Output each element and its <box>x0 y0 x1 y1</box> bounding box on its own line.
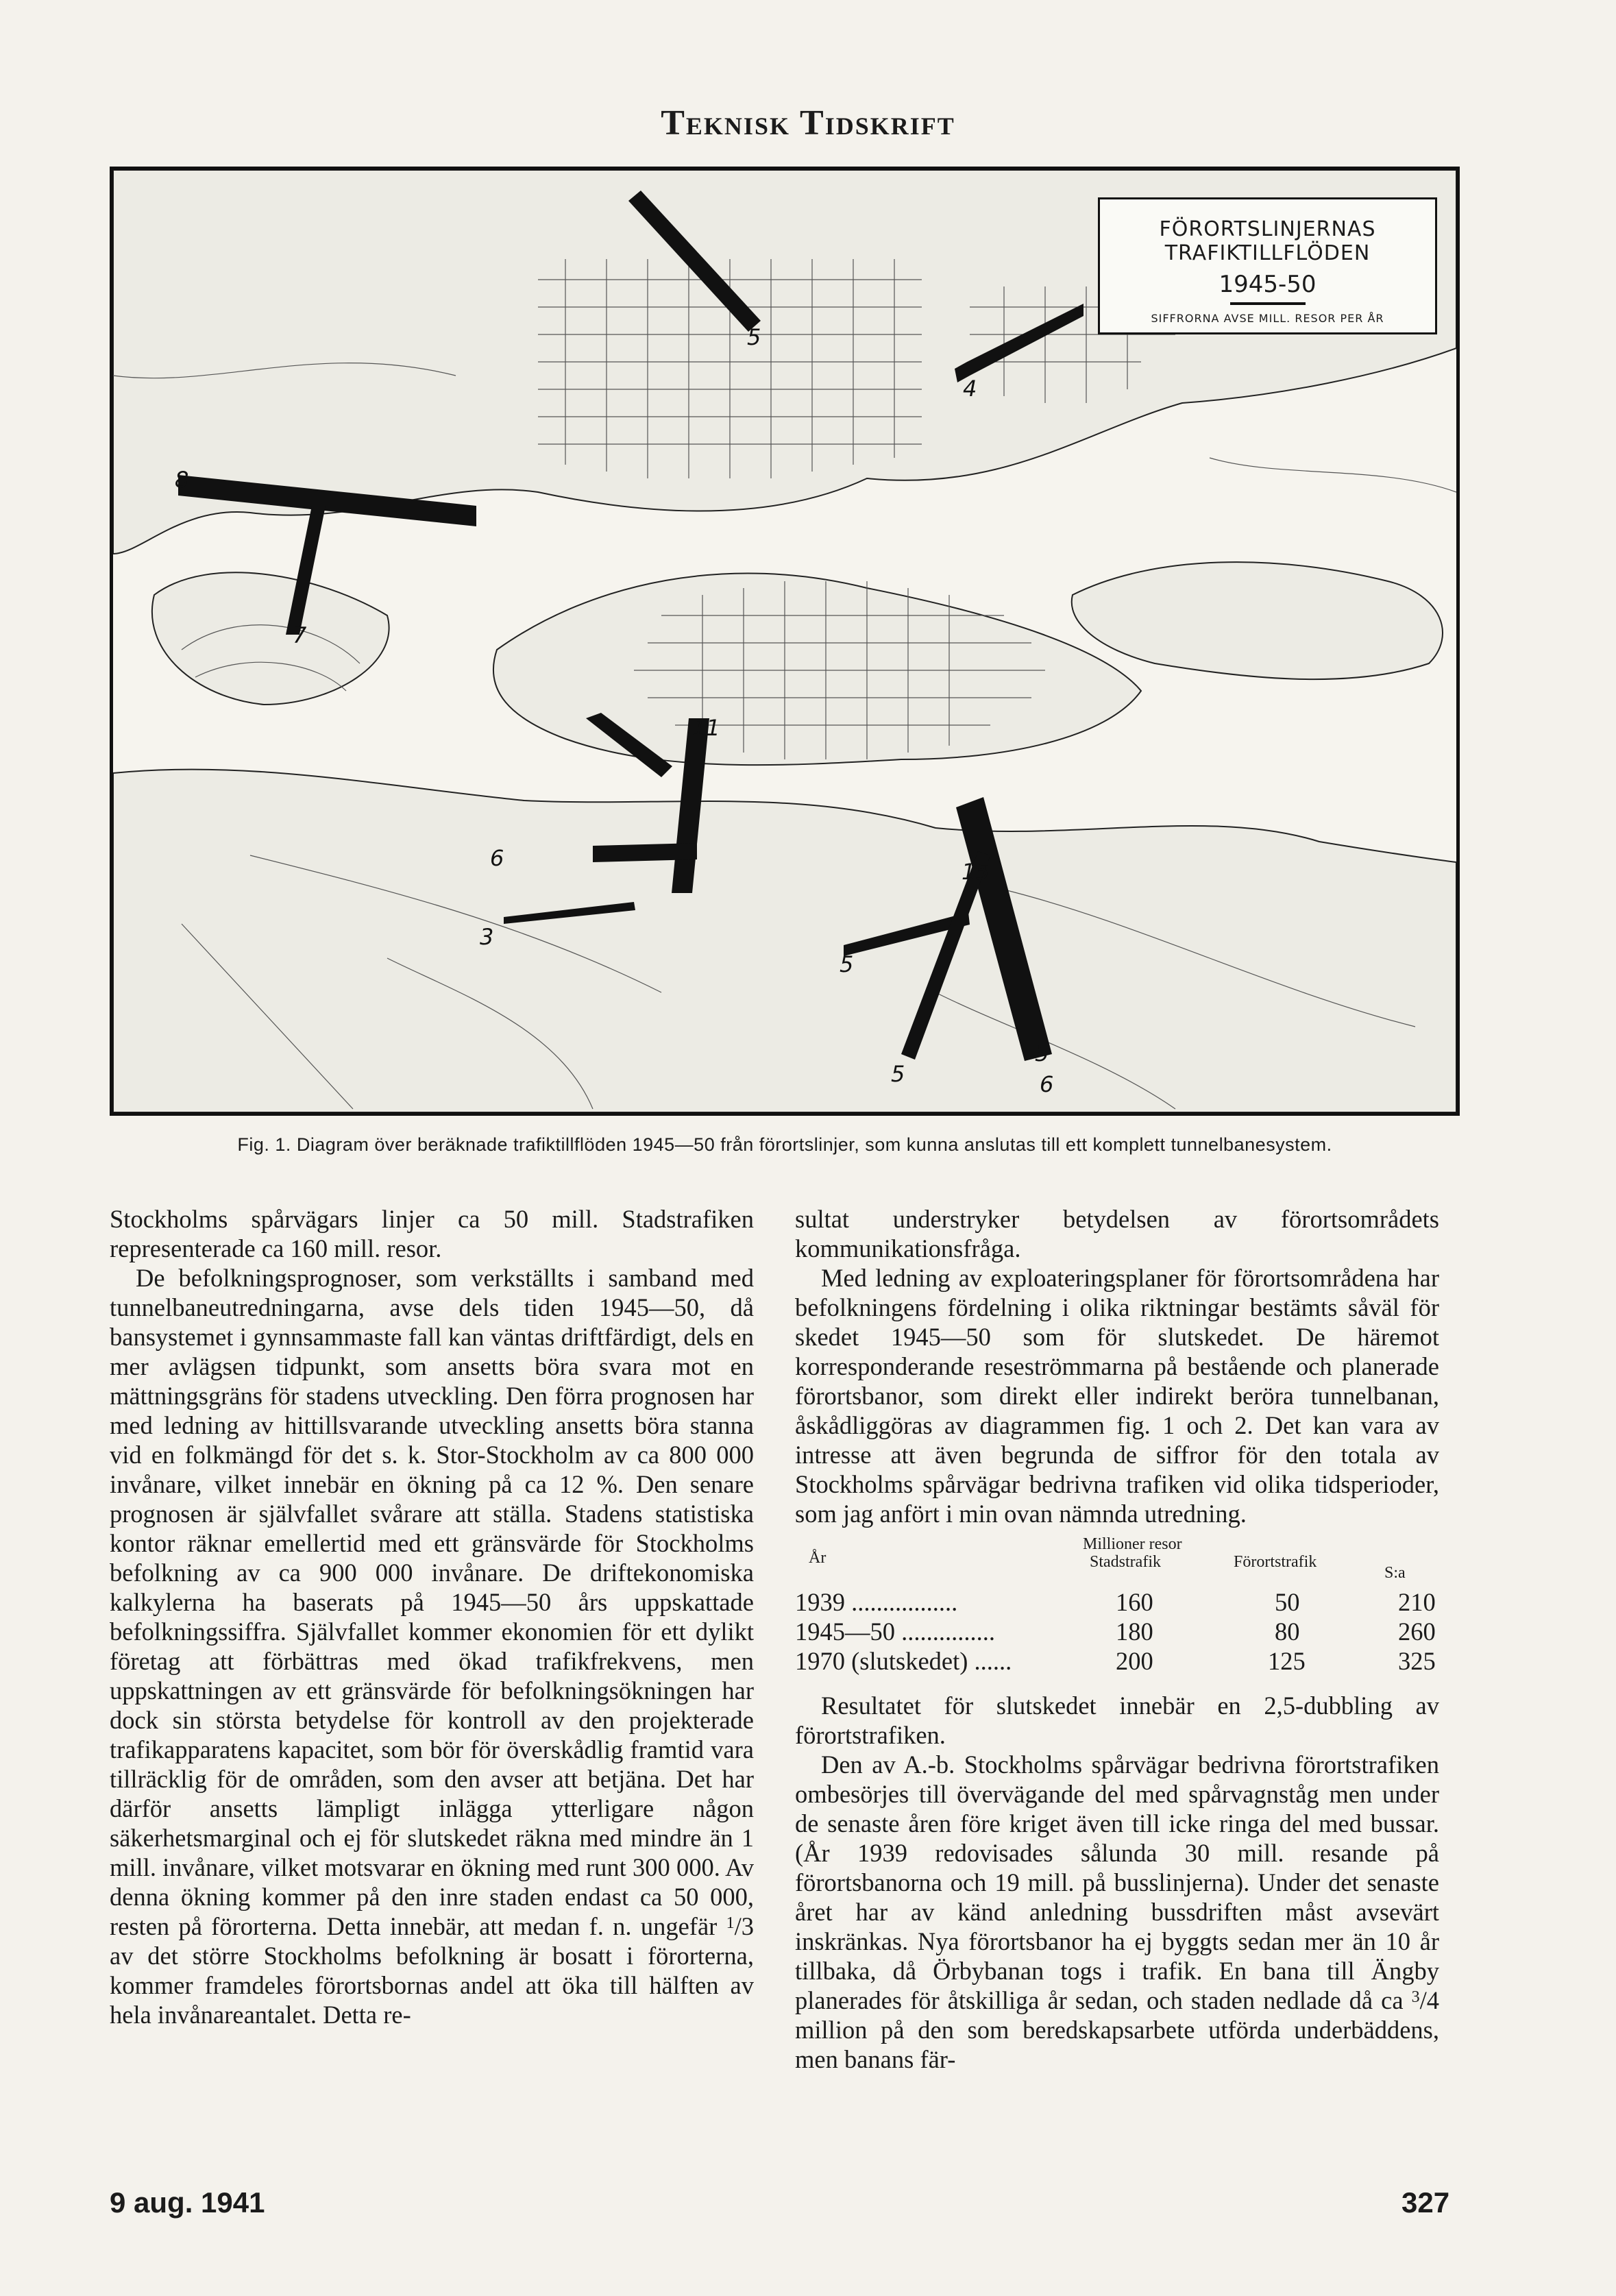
traffic-flow-map <box>110 167 1460 1116</box>
table-cell-suburb: 50 <box>1275 1588 1300 1616</box>
table-cell-city: 180 <box>1116 1617 1153 1646</box>
table-col-city: Stadstrafik <box>1090 1553 1161 1571</box>
flow-label: 6 <box>490 845 504 871</box>
flow-label: 15 <box>962 859 990 885</box>
fraction-denominator: 3 <box>741 1912 754 1940</box>
legend-note: SIFFRORNA AVSE MILL. RESOR PER ÅR <box>1151 312 1384 325</box>
figure-caption: Fig. 1. Diagram över beräknade trafiktillflöden 1945—50 från förortslinjer, som kunna anslutas till ett komplett tunnelbanesystem. <box>237 1134 1332 1155</box>
table-header <box>795 1528 1439 1587</box>
legend-period: 1945-50 <box>1219 271 1317 298</box>
table-cell-sum: 325 <box>1398 1647 1436 1675</box>
left-column <box>110 1204 754 2029</box>
fraction-denominator: 4 <box>1426 1986 1440 2014</box>
fraction-numerator: 3 <box>1411 1988 1420 2006</box>
flow-label: 5 <box>1035 1040 1049 1066</box>
table-cell-year: 1970 (slutskedet) ...... <box>795 1647 1012 1675</box>
table-group-header: Millioner resor <box>1083 1535 1182 1553</box>
masthead-title: Teknisk Tidskrift <box>661 103 955 143</box>
southern-mainland <box>113 770 1456 1112</box>
flow-label: 8 <box>175 467 189 493</box>
table-cell-suburb: 80 <box>1275 1617 1300 1646</box>
paragraph-text: Den av A.-b. Stockholms spårvägar bedrivna förortstrafiken ombesörjes till övervägande del med spårvagnståg men under de senaste åren före kriget även till icke ringa del med bussar. (År 1939 redovisades sålunda 30 mill. resande på förortsbanorna och 19 mill. på busslinjerna). Under det senaste året har av känd anledning bussdriften måst avsevärt inskränkas. Nya förortsbanor ha ej byggts sedan mer än 10 år tillbaka, då Örbybanan togs i trafik. En bana till Ängby planerades för åtskilliga år sedan, och staden nedlade då ca <box>795 1750 1439 2014</box>
table-cell-year: 1939 ................. <box>795 1588 958 1616</box>
table-cell-year: 1945—50 ............... <box>795 1617 995 1646</box>
paragraph-text: De befolkningsprognoser, som verkställts i samband med tunnelbaneutredningarna, avse dels tiden 1945—50, då bansystemet i gynnsammaste fall kan väntas driftfärdigt, dels en mer avlägsen tidpunkt, som ansetts böra svara mot en mättningsgräns för stadens utveckling. Den förra prognosen har med ledning av hittillsvarande utveckling ansetts böra stanna vid en folkmängd för det s. k. Stor-Stockholm av ca 800 000 invånare, vilket innebär en ökning på ca 12 %. Den senare prognosen är självfallet svårare att ställa. Stadens statistiska kontor räknar emellertid med ett gränsvärde för Stockholms befolkning av ca 900 000 invånare. De driftekonomiska kalkylerna ha baserats på 1945—50 års uppskattade befolkningssiffra. Självfallet kommer ekonomien för ett dylikt företag att förbättras med ökad trafikfrekvens, men uppskattningen av ett gränsvärde för befolkningsökningen har dock sin största betydelse för kontroll av den projekterade trafikapparatens kapacitet, som bör för överskådlig framtid vara tillräcklig för de områden, som den avser att betjäna. Det har därför ansetts lämpligt inlägga ytterligare någon säkerhetsmarginal och ej för slutskedet räkna med mindre än 1 mill. invånare, vilket motsvarar en ökning med runt 300 000. Av denna ökning kommer på den inre staden endast ca 50 000, resten på förorterna. Detta innebär, att medan f. n. ungefär <box>110 1264 754 1940</box>
fraction-numerator: 1 <box>726 1914 735 1932</box>
flow-label: 6 <box>1040 1071 1054 1097</box>
table-cell-sum: 260 <box>1398 1617 1436 1646</box>
paragraph: Resultatet för slutskedet innebär en 2,5-dubbling av förortstrafiken. <box>795 1692 1439 1749</box>
eastern-island <box>1072 562 1443 679</box>
map-legend <box>1098 197 1437 334</box>
legend-rule <box>1230 302 1306 305</box>
table-cell-city: 160 <box>1116 1588 1153 1616</box>
flow-arrow <box>593 843 697 862</box>
table-cell-suburb: 125 <box>1268 1647 1306 1675</box>
table-col-sum: S:a <box>1384 1564 1406 1582</box>
table-cell-sum: 210 <box>1398 1588 1436 1616</box>
flow-label: 5 <box>840 951 854 977</box>
flow-label: 3 <box>480 924 494 950</box>
flow-label: 4 <box>963 376 977 402</box>
table-cell-city: 200 <box>1116 1647 1153 1675</box>
right-column <box>795 1204 1439 2074</box>
table-col-year: År <box>809 1549 827 1567</box>
table-row <box>795 1646 1439 1676</box>
issue-date: 9 aug. 1941 <box>110 2186 265 2219</box>
table-col-suburb: Förortstrafik <box>1234 1553 1317 1571</box>
paragraph: Stockholms spårvägars linjer ca 50 mill. Stadstrafiken representerade ca 160 mill. resor. <box>110 1205 754 1262</box>
flow-label: 7 <box>293 622 307 648</box>
table-row <box>795 1617 1439 1646</box>
legend-title: FÖRORTSLINJERNAS TRAFIKTILLFLÖDEN <box>1159 217 1376 265</box>
flow-label: 5 <box>891 1061 905 1087</box>
flow-label: 5 <box>747 324 761 350</box>
paragraph: De befolkningsprognoser, som verkställts i samband med tunnelbaneutredningarna, avse dels tiden 1945—50, då bansystemet i gynnsammaste fall kan väntas driftfärdigt, dels en mer avlägsen tidpunkt, som ansetts böra svara mot en mättningsgräns för stadens utveckling. Den förra prognosen har med ledning av hittillsvarande utveckling ansetts böra stanna vid en folkmängd för det s. k. Stor-Stockholm av ca 800 000 invånare, vilket innebär en ökning på ca 12 %. Den senare prognosen är självfallet svårare att ställa. Stadens statistiska kontor räknar emellertid med ett gränsvärde för Stockholms befolkning av ca 900 000 invånare. De driftekonomiska kalkylerna ha baserats på 1945—50 års uppskattade befolkningssiffra. Självfallet kommer ekonomien för ett dylikt företag att förbättras med ökad trafikfrekvens, men uppskattningen av ett gränsvärde för befolkningsökningen har dock sin största betydelse för kontroll av den projekterade trafikapparatens kapacitet, som bör för överskådlig framtid vara tillräcklig för de områden, som den avser att betjäna. Det har därför ansetts lämpligt inlägga ytterligare någon säkerhetsmarginal och ej för slutskedet räkna med mindre än 1 mill. invånare, vilket motsvarar en ökning med runt 300 000. Av denna ökning kommer på den inre staden endast ca 50 000, resten på förorterna. Detta innebär, att medan f. n. ungefär $^1$/3 av det större Stockholms befolkning är bosatt i förorterna, kommer framdeles förortsbornas andel att öka till hälften av hela invånareantalet. Detta re- <box>110 1264 754 2029</box>
western-island <box>152 572 389 705</box>
page-number: 327 <box>1401 2186 1450 2219</box>
paragraph: Den av A.-b. Stockholms spårvägar bedrivna förortstrafiken ombesörjes till övervägande del med spårvagnståg men under de senaste åren före kriget även till icke ringa del med bussar. (År 1939 redovisades sålunda 30 mill. resande på förortsbanorna och 19 mill. på busslinjerna). Under det senaste året har av känd anledning bussdriften måst avsevärt inskränkas. Nya förortsbanor ha ej byggts sedan mer än 10 år tillbaka, då Örbybanan togs i trafik. En bana till Ängby planerades för åtskilliga år sedan, och staden nedlade då ca $^3$/4 million på den som beredskapsarbete utförda underbäddens, men banans fär- <box>795 1750 1440 2073</box>
paragraph: sultat understryker betydelsen av förortsområdets kommunikationsfråga. <box>795 1205 1439 1262</box>
southern-island <box>493 573 1141 765</box>
paragraph-text: million på den som beredskapsarbete utförda underbäddens, men banans fär- <box>795 2016 1439 2073</box>
paragraph-text: av det större Stockholms befolkning är bosatt i förorterna, kommer framdeles förortsbornas andel att öka till hälften av hela invånareantalet. Detta re- <box>110 1942 754 2029</box>
paragraph: Med ledning av exploateringsplaner för förortsområdena har befolkningens fördelning i olika riktningar bestämts såväl för skedet 1945—50 som för slutskedet. De häremot korresponderande reseströmmarna på bestående och planerade förortsbanor, som direkt eller indirekt beröra tunnelbanan, åskådliggöras av diagrammen fig. 1 och 2. Det kan vara av intresse att även begrunda de siffror för den totala av Stockholms spårvägar bedrivna trafiken vid olika tidsperioder, som jag anfört i min ovan nämnda utredning. <box>795 1264 1439 1528</box>
flow-label: 11 <box>692 715 720 741</box>
table-row <box>795 1587 1439 1617</box>
